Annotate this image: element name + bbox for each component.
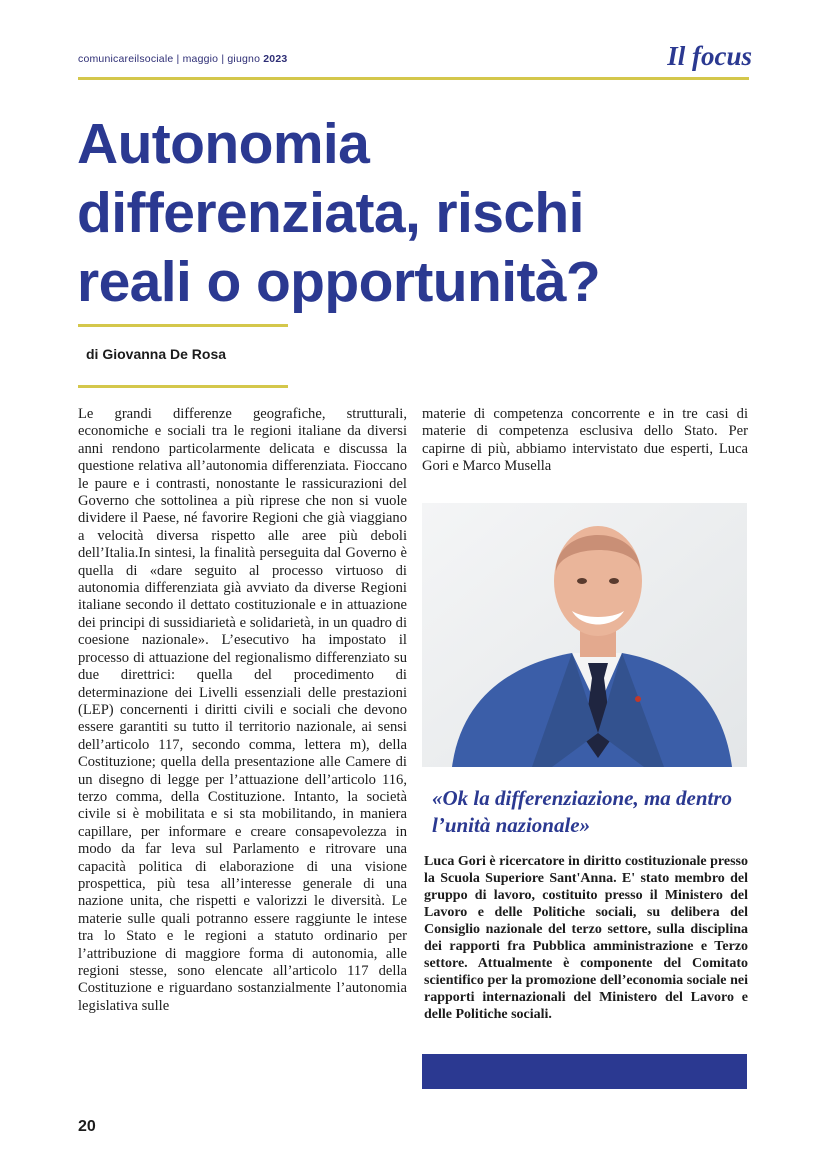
title-line-2: differenziata, rischi [77, 181, 584, 245]
article-body-left: Le grandi differenze geografiche, strutturali, economiche e sociali tra le regioni italiane da diversi anni rendono particolarmente delicata e discussa la questione relativa all’autonomia differenziata. Fioccano le paure e i contrasti, nonostante le rassicurazioni del Governo che sottolinea a più riprese che non si vuole dividere il Paese, né favorire Regioni che già viaggiano a velocità diversa rispetto alle aree più deboli dell’Italia.In sintesi, la finalità perseguita dal Governo è quella di «dare seguito al processo virtuoso di autonomia differenziata già avviato da diverse Regioni italiane secondo il dettato costituzionale e in attuazione dei principi di sussidiarietà e solidarietà, in un quadro di coesione nazionale». L’esecutivo ha impostato il processo di attuazione del regionalismo differenziato su due direttrici: quella del procedimento di determinazione dei Livelli essenziali delle prestazioni (LEP) concernenti i diritti civili e sociali che devono essere garantiti su tutto il territorio nazionale, ai sensi dell’articolo 117, secondo comma, lettera m), della Costituzione; quella della presentazione alle Camere di un disegno di legge per l’attuazione dell’articolo 116, terzo comma, della Costituzione. Intanto, la società civile si è mobilitata e si sta mobilitando, in maniera capillare, per informare e creare consapevolezza in modo da far leva sul Parlamento e ritrovare una capacità politica di elaborazione di una visione prospettica, più tesa all’interesse generale di una nazione unita, che rispetti e valorizzi le diversità. Le materie sulle quali potranno essere raggiunte le intese tra lo Stato e le regioni a statuto ordinario per l’attribuzione di maggiore forma di autonomia, alle regioni stesse, sono elencate all’articolo 117 della Costituzione e riguardano sostanzialmente l’autonomia legislativa sulle [78, 406, 407, 1014]
byline-rule-bottom [78, 385, 288, 388]
title-line-3: reali o opportunità? [77, 250, 601, 314]
byline-rule-top [78, 324, 288, 327]
publication-header [78, 53, 287, 65]
section-label: Il focus [667, 41, 752, 71]
title-line-1: Autonomia [77, 112, 370, 176]
decorative-blue-box [422, 1054, 747, 1089]
article-body-right: materie di competenza concorrente e in tre casi di materie di competenza esclusiva dello Stato. Per capirne di più, abbiamo intervistato due esperti, Luca Gori e Marco Musella [422, 406, 748, 475]
publication-year: 2023 [263, 53, 288, 65]
pull-quote: «Ok la differenziazione, ma dentro l’unità nazionale» [432, 786, 733, 837]
article-title [77, 110, 737, 317]
portrait-photo [422, 503, 747, 767]
portrait-illustration [422, 503, 747, 767]
interviewee-bio: Luca Gori è ricercatore in diritto costituzionale presso la Scuola Superiore Sant'Anna. E' stato membro del gruppo di lavoro, costituito presso il Ministero del Lavoro e delle Politiche sociali, su delibera del Consiglio nazionale del terzo settore, sulla disciplina dei rapporti fra Pubblica amministrazione e Terzo settore. Attualmente è componente del Comitato scientifico per la promozione dell’economia sociale nei rapporti internazionali del Ministero del Lavoro e delle Politiche sociali. [424, 854, 748, 1022]
publication-name: comunicareilsociale | maggio | giugno [78, 53, 264, 65]
byline: di Giovanna De Rosa [86, 346, 227, 362]
page-number: 20 [78, 1118, 96, 1135]
header-rule [78, 77, 749, 80]
